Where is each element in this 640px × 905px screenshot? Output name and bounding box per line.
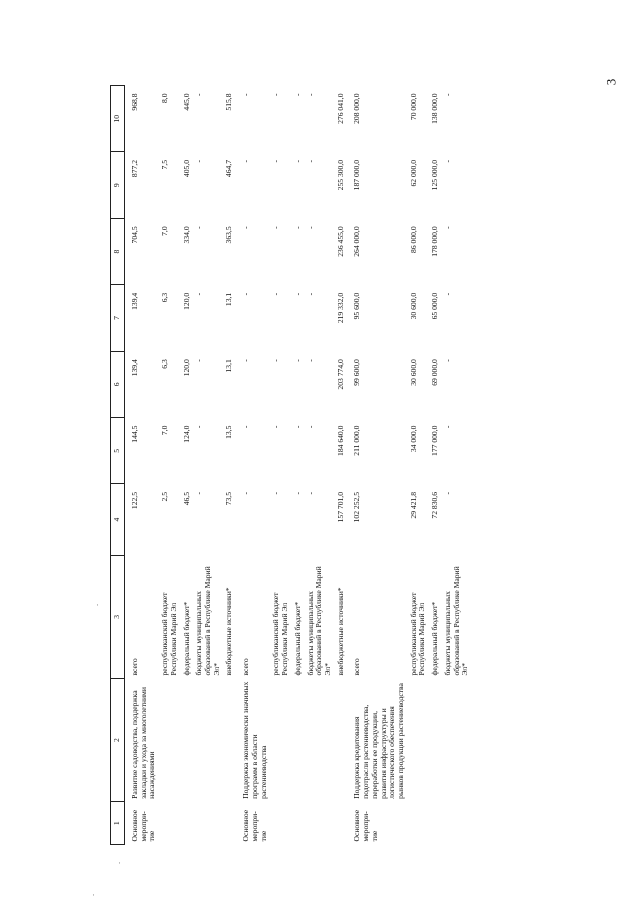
budget-table: [110, 85, 472, 845]
value-cell: 157 701,0: [335, 492, 345, 523]
value-cell: 877,2: [130, 159, 139, 178]
table-row: [270, 86, 291, 845]
value-cell: 276 041,0: [335, 93, 345, 124]
value-cell: -: [292, 492, 302, 495]
value-cell: 72 830,6: [430, 492, 440, 519]
table-row: [223, 86, 236, 845]
value-cell: 7,0: [160, 226, 170, 236]
value-cell: 219 332,0: [335, 292, 345, 324]
value-cell: -: [241, 359, 251, 362]
value-cell: -: [194, 425, 204, 429]
event-type-cell: [442, 802, 472, 845]
value-cell: 144,5: [130, 425, 139, 443]
event-type-cell: [335, 802, 348, 845]
value-cell: -: [305, 93, 315, 97]
event-name-cell: Развитие садоводства, поддержка закладки и ухода за многолетними насаждениями: [130, 687, 157, 799]
funding-source-cell: бюджеты муниципальных образований в Республике Марий Эл*: [442, 566, 470, 676]
event-type-cell: [270, 802, 291, 845]
value-cell: 30 600,0: [408, 359, 418, 386]
event-type-cell: [223, 802, 236, 845]
table-row: [292, 86, 305, 845]
value-cell: -: [305, 159, 315, 163]
value-cell: 138 000,0: [430, 93, 440, 124]
funding-source-cell: внебюджетные источники*: [335, 587, 345, 676]
value-cell: 8,0: [160, 93, 170, 103]
value-cell: -: [271, 159, 281, 163]
value-cell: -: [292, 425, 302, 429]
column-header: 4: [111, 484, 125, 555]
value-cell: 62 000,0: [408, 159, 418, 187]
value-cell: -: [442, 159, 452, 163]
event-name-cell: [181, 678, 194, 801]
value-cell: -: [194, 359, 204, 362]
value-cell: -: [194, 492, 204, 495]
event-name-cell: [442, 678, 472, 801]
scan-mark: ·: [92, 890, 95, 900]
value-cell: -: [271, 93, 281, 97]
value-cell: 86 000,0: [408, 226, 418, 253]
value-cell: 95 600,0: [352, 292, 362, 320]
value-cell: 264 000,0: [352, 226, 362, 257]
value-cell: 334,0: [181, 226, 191, 244]
value-cell: 464,7: [224, 159, 234, 178]
table-row: [408, 86, 429, 845]
value-cell: -: [292, 93, 302, 97]
value-cell: -: [442, 292, 452, 296]
table-row: [305, 86, 335, 845]
funding-source-cell: федеральный бюджет*: [181, 601, 191, 676]
event-type-cell: [305, 802, 335, 845]
value-cell: -: [271, 492, 281, 495]
value-cell: 187 000,0: [352, 159, 362, 191]
event-type-cell: Основное меропри-тие: [241, 809, 268, 842]
value-cell: 13,5: [224, 425, 234, 439]
column-header: 1: [111, 802, 125, 845]
value-cell: -: [271, 292, 281, 296]
value-cell: -: [292, 226, 302, 229]
funding-source-cell: бюджеты муниципальных образований в Республике Марий Эл*: [194, 566, 221, 676]
funding-source-cell: республиканский бюджет Республики Марий Эл: [160, 592, 178, 676]
value-cell: -: [194, 93, 204, 97]
value-cell: -: [194, 159, 204, 163]
table-row: [442, 86, 472, 845]
table-row: [125, 86, 160, 845]
event-type-cell: [181, 802, 194, 845]
value-cell: 139,4: [130, 359, 139, 377]
value-cell: 445,0: [181, 93, 191, 111]
event-name-cell: Поддержка кредитования подотрасли растениеводства, переработки ее продукции, развития инфраструктуры и логистического обеспечения рынков продукции растениеводства: [352, 683, 405, 799]
value-cell: 211 000,0: [352, 425, 362, 456]
value-cell: 122,5: [130, 492, 139, 510]
header-row: [111, 86, 125, 845]
value-cell: -: [241, 292, 251, 296]
column-header: 6: [111, 351, 125, 417]
value-cell: -: [241, 159, 251, 163]
event-name-cell: Поддержка экономически значимых программ в области растениеводства: [241, 681, 268, 799]
value-cell: -: [442, 93, 452, 97]
value-cell: 203 774,0: [335, 359, 345, 390]
value-cell: -: [241, 492, 251, 495]
value-cell: 65 000,0: [430, 292, 440, 320]
value-cell: 7,0: [160, 425, 170, 436]
table-row: [236, 86, 270, 845]
event-name-cell: [305, 678, 335, 801]
value-cell: 99 600,0: [352, 359, 362, 386]
table-row: [193, 86, 223, 845]
column-header: 9: [111, 152, 125, 218]
value-cell: 184 640,0: [335, 425, 345, 456]
value-cell: -: [292, 359, 302, 362]
value-cell: -: [442, 425, 452, 429]
value-cell: -: [305, 292, 315, 296]
value-cell: -: [271, 425, 281, 429]
value-cell: 2,5: [160, 492, 170, 502]
value-cell: 139,4: [130, 292, 139, 310]
event-type-cell: Основное меропри-тие: [130, 809, 157, 842]
value-cell: 6,3: [160, 292, 170, 303]
value-cell: 46,5: [181, 492, 191, 506]
event-name-cell: [193, 678, 223, 801]
value-cell: 29 421,8: [408, 492, 418, 519]
value-cell: 405,0: [181, 159, 191, 178]
event-name-cell: [429, 678, 442, 801]
event-type-cell: Основное меропри-тие: [352, 809, 379, 842]
value-cell: 120,0: [181, 292, 191, 310]
value-cell: 236 455,0: [335, 226, 345, 257]
value-cell: 124,0: [181, 425, 191, 443]
page-number: 3: [603, 78, 619, 86]
rotated-table-wrapper: [110, 85, 550, 845]
funding-source-cell: федеральный бюджет*: [430, 601, 440, 676]
value-cell: 73,5: [224, 492, 234, 506]
value-cell: -: [271, 359, 281, 362]
funding-source-cell: внебюджетные источники*: [224, 587, 234, 676]
value-cell: -: [241, 93, 251, 97]
table-row: [347, 86, 407, 845]
value-cell: 30 600,0: [408, 292, 418, 320]
value-cell: 125 000,0: [430, 159, 440, 191]
value-cell: 177 000,0: [430, 425, 440, 456]
event-name-cell: [270, 678, 291, 801]
value-cell: 363,5: [224, 226, 234, 244]
value-cell: 6,3: [160, 359, 170, 369]
value-cell: 69 000,0: [430, 359, 440, 386]
funding-source-cell: бюджеты муниципальных образований в Республике Марий Эл*: [305, 566, 332, 676]
scan-mark: ·: [118, 858, 121, 868]
event-type-cell: [193, 802, 223, 845]
column-header: 2: [111, 678, 125, 801]
funding-source-cell: всего: [352, 658, 362, 676]
event-type-cell: [408, 802, 429, 845]
value-cell: 208 000,0: [352, 93, 362, 124]
value-cell: 120,0: [181, 359, 191, 377]
table-body: [125, 86, 473, 845]
value-cell: -: [292, 159, 302, 163]
funding-source-cell: федеральный бюджет*: [292, 601, 302, 676]
funding-source-cell: республиканский бюджет Республики Марий Эл: [408, 592, 427, 676]
value-cell: 704,5: [130, 226, 139, 244]
value-cell: -: [305, 425, 315, 429]
scan-mark: ·: [96, 600, 99, 610]
event-name-cell: [223, 678, 236, 801]
funding-source-cell: всего: [241, 658, 251, 676]
value-cell: -: [241, 226, 251, 229]
column-header: 10: [111, 86, 125, 152]
value-cell: 13,1: [224, 292, 234, 307]
value-cell: 34 000,0: [408, 425, 418, 453]
table-row: [181, 86, 194, 845]
value-cell: 13,1: [224, 359, 234, 373]
value-cell: -: [442, 492, 452, 495]
value-cell: -: [442, 226, 452, 229]
value-cell: -: [271, 226, 281, 229]
event-name-cell: [335, 678, 348, 801]
event-type-cell: [292, 802, 305, 845]
event-name-cell: [408, 678, 429, 801]
value-cell: -: [305, 492, 315, 495]
event-name-cell: [159, 678, 180, 801]
event-name-cell: [292, 678, 305, 801]
value-cell: 968,8: [130, 93, 139, 111]
value-cell: -: [292, 292, 302, 296]
table-row: [429, 86, 442, 845]
value-cell: -: [305, 359, 315, 362]
column-header: 3: [111, 555, 125, 678]
value-cell: -: [194, 292, 204, 296]
table-row: [159, 86, 180, 845]
event-type-cell: [429, 802, 442, 845]
value-cell: 70 000,0: [408, 93, 418, 121]
column-header: 5: [111, 418, 125, 484]
table-row: [335, 86, 348, 845]
funding-source-cell: всего: [130, 658, 139, 676]
value-cell: 102 252,5: [352, 492, 362, 523]
value-cell: 255 300,0: [335, 159, 345, 191]
value-cell: 515,8: [224, 93, 234, 111]
column-header: 8: [111, 218, 125, 284]
value-cell: -: [305, 226, 315, 229]
value-cell: 7,5: [160, 159, 170, 170]
value-cell: -: [194, 226, 204, 229]
value-cell: -: [442, 359, 452, 362]
column-header: 7: [111, 285, 125, 351]
event-type-cell: [159, 802, 180, 845]
value-cell: -: [241, 425, 251, 429]
funding-source-cell: республиканский бюджет Республики Марий Эл: [271, 592, 290, 676]
value-cell: 178 000,0: [430, 226, 440, 257]
